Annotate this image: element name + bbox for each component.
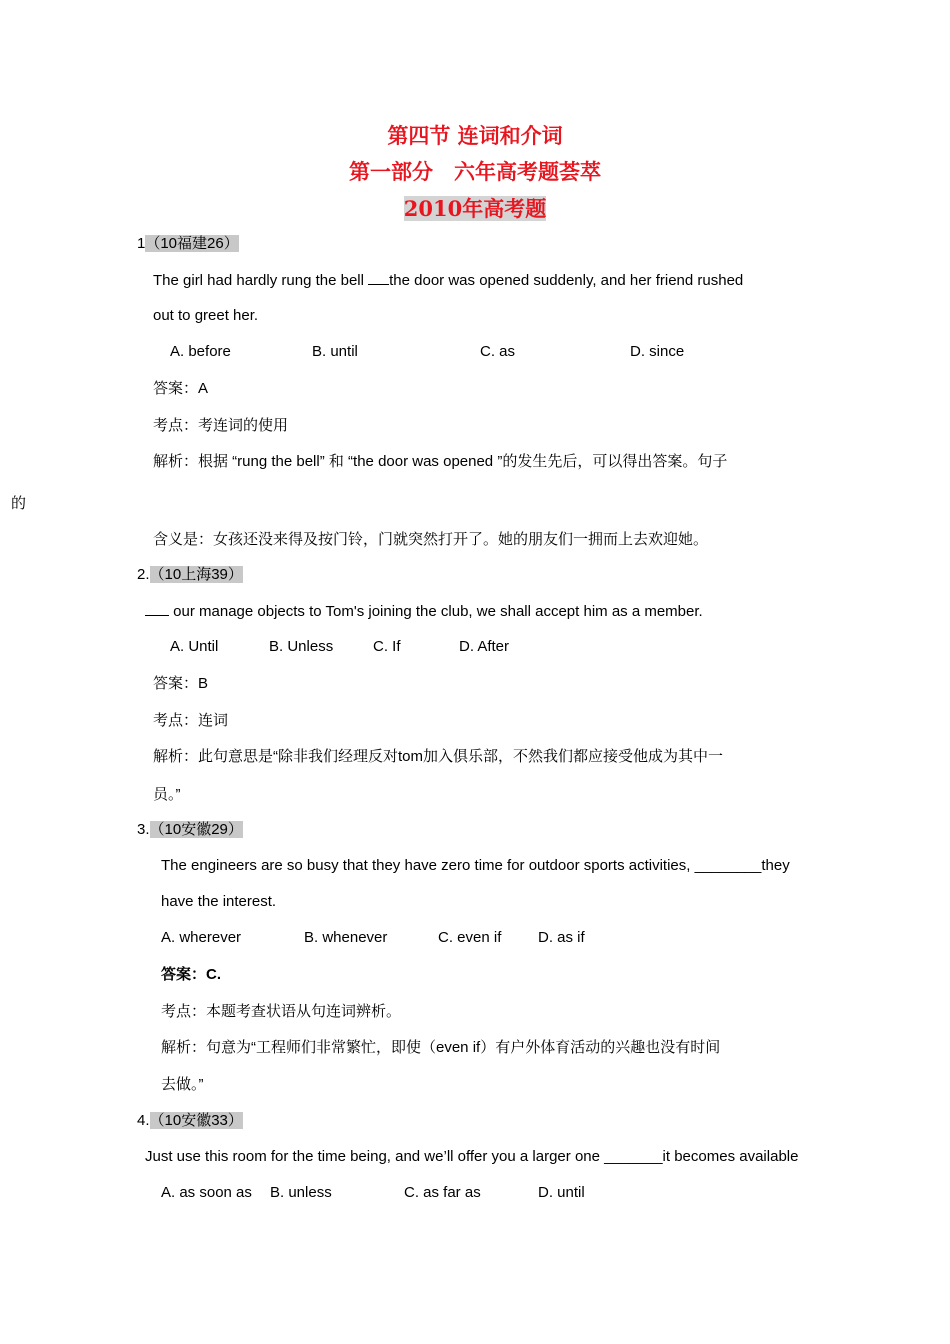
- q4-option-c: C. as far as: [404, 1184, 481, 1201]
- part-title: 第一部分 六年高考题荟萃: [349, 159, 601, 184]
- q3-stem-b: they: [761, 857, 790, 874]
- q3-analysis-line1: 解析：句意为“工程师们非常繁忙，即使（even if）有户外体育活动的兴趣也没有时间: [161, 1039, 721, 1056]
- q2-option-d: D. After: [459, 638, 510, 655]
- q3-stem-line1: [161, 856, 790, 876]
- q3-number: 3.: [137, 821, 150, 838]
- q2-option-b: B. Unless: [269, 638, 334, 655]
- q1-analysis-line2: 的: [11, 495, 27, 512]
- year-title-text: 2010年高考题: [403, 196, 547, 221]
- q4-stem-b: it becomes available: [662, 1148, 799, 1165]
- q1-source: （10福建26）: [145, 235, 239, 252]
- q2-analysis-line1: 解析：此句意思是“除非我们经理反对tom加入俱乐部，不然我们都应接受他成为其中一: [153, 748, 724, 765]
- q3-option-b: B. whenever: [304, 929, 388, 946]
- q1-stem-b: the door was opened suddenly, and her friend rushed: [389, 272, 744, 289]
- section-title: 第四节 连词和介词: [387, 123, 563, 148]
- q2-number: 2.: [137, 566, 150, 583]
- q1-option-c: C. as: [480, 343, 516, 360]
- q3-answer: 答案：C.: [161, 966, 222, 983]
- q2-point: 考点：连词: [153, 712, 229, 729]
- q3-stem-line2: have the interest.: [161, 893, 277, 910]
- q2-answer: 答案：B: [153, 675, 209, 692]
- q3-option-a: A. wherever: [161, 929, 242, 946]
- q1-stem-a: The girl had hardly rung the bell: [153, 272, 369, 289]
- q2-stem: [145, 601, 703, 622]
- q1-number: 1: [137, 235, 146, 252]
- q4-option-d: D. until: [538, 1184, 585, 1201]
- q4-stem-a: Just use this room for the time being, and we’ll offer you a larger one: [145, 1148, 605, 1165]
- q3-blank: ________: [694, 857, 762, 874]
- q1-option-b: B. until: [312, 343, 358, 360]
- q2-option-a: A. Until: [170, 638, 219, 655]
- q1-point: 考点：考连词的使用: [153, 417, 289, 434]
- q3-header: [137, 820, 243, 840]
- q1-option-d: D. since: [630, 343, 685, 360]
- q4-blank: _______: [604, 1148, 663, 1165]
- q4-option-b: B. unless: [270, 1184, 332, 1201]
- q1-stem-line1: [153, 270, 743, 291]
- q1-option-a: A. before: [170, 343, 231, 360]
- q2-blank: [145, 601, 169, 616]
- q3-option-c: C. even if: [438, 929, 502, 946]
- q1-stem-line2: out to greet her.: [153, 307, 259, 324]
- q2-option-c: C. If: [373, 638, 401, 655]
- q1-analysis-line1: 解析：根据 “rung the bell” 和 “the door was opened ”的发生先后，可以得出答案。句子: [153, 453, 728, 470]
- q4-number: 4.: [137, 1112, 150, 1129]
- q3-option-d: D. as if: [538, 929, 585, 946]
- q2-analysis-line2: 员。”: [153, 786, 181, 803]
- q2-source: （10上海39）: [149, 566, 243, 583]
- q3-point: 考点：本题考查状语从句连词辨析。: [161, 1003, 402, 1020]
- q1-answer: 答案：A: [153, 380, 209, 397]
- q2-stem-text: our manage objects to Tom's joining the club, we shall accept him as a member.: [169, 603, 703, 620]
- q2-header: [137, 565, 243, 585]
- year-title: [0, 195, 950, 223]
- q1-analysis-line3: 含义是：女孩还没来得及按门铃，门就突然打开了。她的朋友们一拥而上去欢迎她。: [153, 531, 709, 548]
- q3-analysis-line2: 去做。”: [161, 1076, 204, 1093]
- q4-stem: [145, 1147, 798, 1167]
- q3-stem-a: The engineers are so busy that they have zero time for outdoor sports activities,: [161, 857, 695, 874]
- q1-blank: [368, 270, 389, 285]
- q4-option-a: A. as soon as: [161, 1184, 252, 1201]
- q3-source: （10安徽29）: [149, 821, 243, 838]
- q4-header: [137, 1111, 243, 1131]
- q4-source: （10安徽33）: [149, 1112, 243, 1129]
- q1-header: [137, 234, 239, 254]
